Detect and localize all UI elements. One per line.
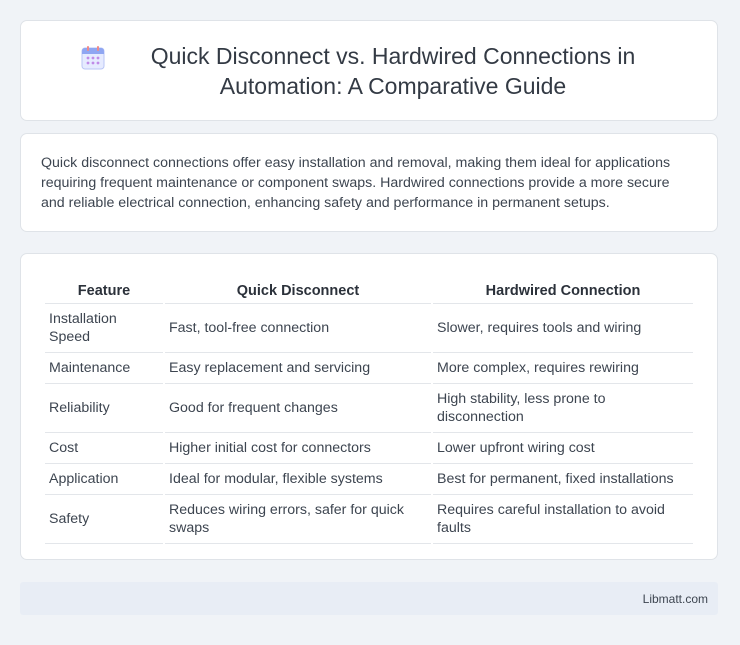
cell-hardwired: High stability, less prone to disconnection [433, 384, 693, 433]
page-title: Quick Disconnect vs. Hardwired Connections in Automation: A Comparative Guide [150, 42, 636, 99]
cell-quick-disconnect: Ideal for modular, flexible systems [165, 464, 431, 495]
cell-feature: Cost [45, 433, 163, 464]
cell-feature: Reliability [45, 384, 163, 433]
calendar-icon [80, 45, 106, 71]
cell-feature: Safety [45, 495, 163, 544]
cell-quick-disconnect: Reduces wiring errors, safer for quick swaps [165, 495, 431, 544]
cell-feature: Maintenance [45, 353, 163, 384]
cell-hardwired: Slower, requires tools and wiring [433, 304, 693, 353]
cell-quick-disconnect: Easy replacement and servicing [165, 353, 431, 384]
table-row [45, 464, 693, 495]
cell-quick-disconnect: Higher initial cost for connectors [165, 433, 431, 464]
cell-quick-disconnect: Good for frequent changes [165, 384, 431, 433]
cell-hardwired: Best for permanent, fixed installations [433, 464, 693, 495]
comparison-table-card [20, 253, 718, 560]
cell-feature: Installation Speed [45, 304, 163, 353]
cell-feature: Application [45, 464, 163, 495]
table-header-row [45, 272, 693, 304]
intro-card [20, 133, 718, 232]
header-hardwired: Hardwired Connection [433, 272, 693, 304]
title-card [20, 20, 718, 121]
header-quick-disconnect: Quick Disconnect [165, 272, 431, 304]
intro-paragraph: Quick disconnect connections offer easy installation and removal, making them ideal for applications requiring frequent maintenance or component swaps. Hardwired connections provide a more secure and reliable electrical connection, enhancing safety and performance in permanent setups. [41, 155, 671, 211]
title-wrap [80, 41, 658, 101]
cell-quick-disconnect: Fast, tool-free connection [165, 304, 431, 353]
table-row [45, 384, 693, 433]
footer-site-link[interactable]: Libmatt.com [642, 591, 708, 606]
comparison-table [43, 272, 695, 544]
cell-hardwired: Lower upfront wiring cost [433, 433, 693, 464]
table-row [45, 304, 693, 353]
footer [20, 582, 718, 615]
cell-hardwired: Requires careful installation to avoid faults [433, 495, 693, 544]
table-row [45, 433, 693, 464]
table-row [45, 495, 693, 544]
header-feature: Feature [45, 272, 163, 304]
cell-hardwired: More complex, requires rewiring [433, 353, 693, 384]
table-row [45, 353, 693, 384]
